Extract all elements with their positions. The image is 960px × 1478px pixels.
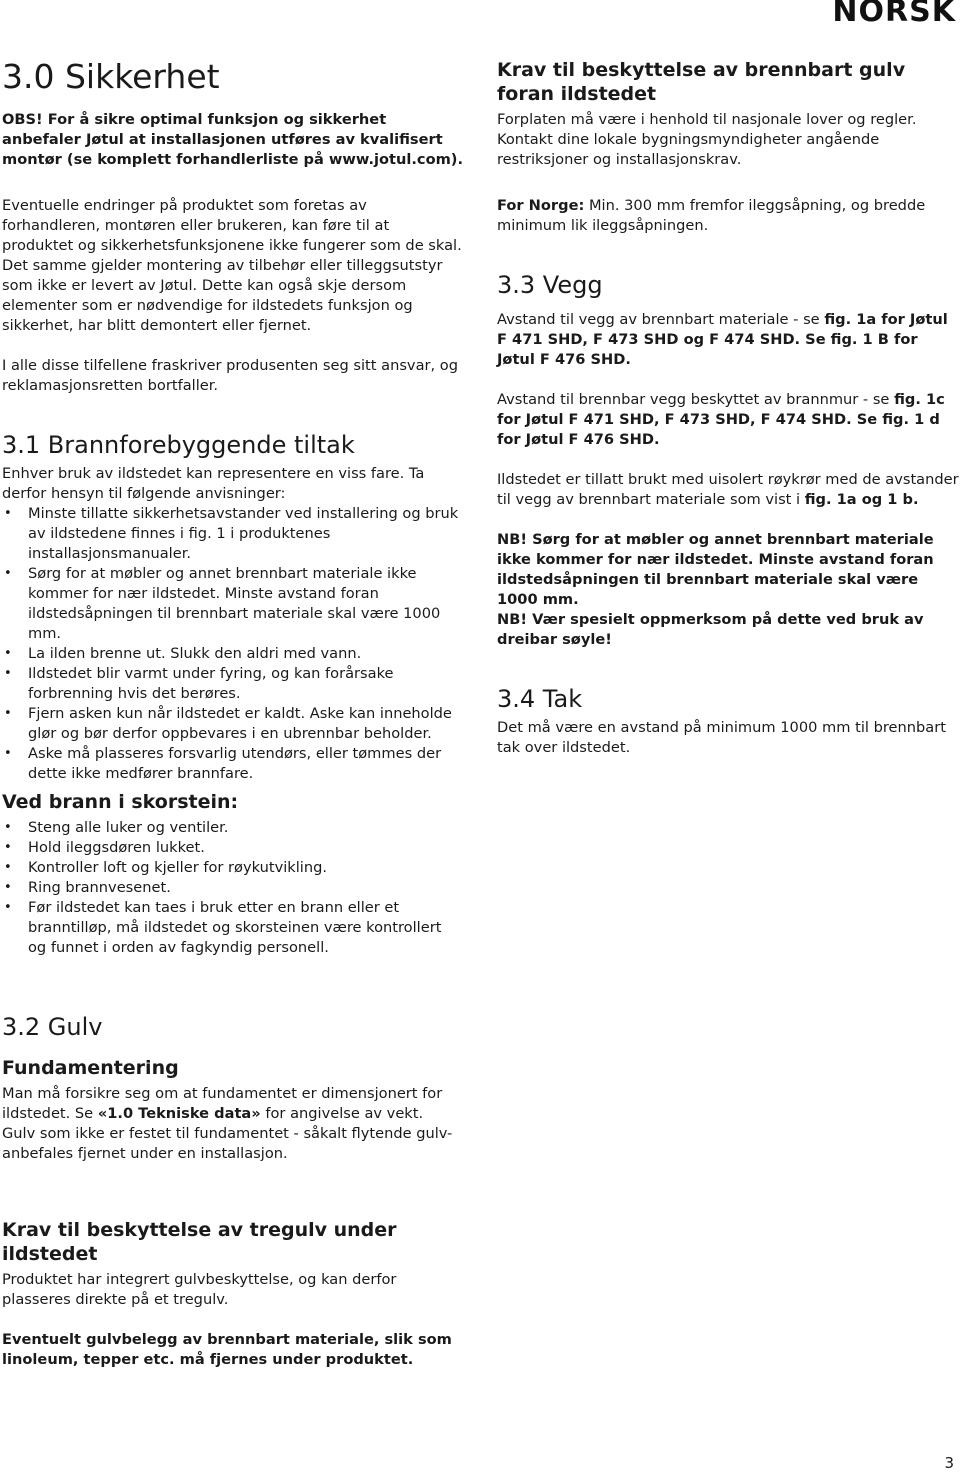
list-item: • Ring brannvesenet. bbox=[2, 878, 464, 898]
wall-distance-paragraph: Avstand til vegg av brennbart materiale - se fig. 1a for Jøtul F 471 SHD, F 473 SHD og F 474 SHD. Se fig. 1 B for Jøtul F 476 SHD. bbox=[497, 311, 948, 368]
page-number: 3 bbox=[944, 1454, 954, 1472]
front-floor-title: Krav til beskyttelse av brennbart gulv foran ildstedet bbox=[497, 59, 906, 105]
list-item: • Ildstedet blir varmt under fyring, og kan forårsake forbrenning hvis det berøres. bbox=[2, 664, 464, 704]
language-label: NORSK bbox=[832, 0, 956, 29]
section-3-0-title: 3.0 Sikkerhet bbox=[2, 57, 220, 96]
section-3-3-title: 3.3 Vegg bbox=[497, 271, 603, 299]
left-column-lower bbox=[2, 790, 464, 1370]
list-item: • Minste tillatte sikkerhetsavstander ved installering og bruk av ildstedene finnes i fig. 1 i produktenes installasjonsmanualer. bbox=[2, 504, 464, 564]
ceiling-distance-paragraph: Det må være en avstand på minimum 1000 mm til brennbart tak over ildstedet. bbox=[497, 719, 946, 756]
obs-notice: OBS! For å sikre optimal funksjon og sikkerhet anbefaler Jøtul at installasjonen utføres av kvalifisert montør (se komplett forhandlerliste på www.jotul.com). bbox=[2, 111, 464, 168]
firewall-distance-paragraph: Avstand til brennbar vegg beskyttet av brannmur - se fig. 1c for Jøtul F 471 SHD, F 473 SHD, F 474 SHD. Se fig. 1 d for Jøtul F 476 SHD. bbox=[497, 391, 945, 448]
foundation-paragraph-1: Man må forsikre seg om at fundamentet er dimensjonert for ildstedet. Se «1.0 Tekniske data» for angivelse av vekt. bbox=[2, 1085, 443, 1122]
chimney-fire-title: Ved brann i skorstein: bbox=[2, 791, 239, 813]
tech-data-reference: «1.0 Tekniske data» bbox=[97, 1105, 261, 1122]
liability-paragraph: I alle disse tilfellene fraskriver produsenten seg sitt ansvar, og reklamasjonsretten bortfaller. bbox=[2, 357, 458, 394]
right-column bbox=[497, 58, 959, 758]
section-3-1-title: 3.1 Brannforebyggende tiltak bbox=[2, 431, 355, 459]
floor-covering-notice: Eventuelt gulvbelegg av brennbart materiale, slik som linoleum, tepper etc. må fjernes under produktet. bbox=[2, 1331, 452, 1368]
wood-floor-paragraph: Produktet har integrert gulvbeskyttelse, og kan derfor plasseres direkte på et tregulv. bbox=[2, 1271, 397, 1308]
front-floor-paragraph: Forplaten må være i henhold til nasjonale lover og regler. Kontakt dine lokale bygningsmyndigheter angående restriksjoner og installasjonskrav. bbox=[497, 111, 917, 168]
flue-pipe-paragraph: Ildstedet er tillatt brukt med uisolert røykrør med de avstander til vegg av brennbart materiale som vist i fig. 1a og 1 b. bbox=[497, 471, 959, 508]
chimney-fire-list bbox=[2, 818, 464, 958]
list-item: • Aske må plasseres forsvarlig utendørs, eller tømmes der dette ikke medfører brannfare. bbox=[2, 744, 464, 784]
list-item: • Hold ileggsdøren lukket. bbox=[2, 838, 464, 858]
foundation-paragraph-2: Gulv som ikke er festet til fundamentet - såkalt flytende gulv-anbefales fjernet under en installasjon. bbox=[2, 1125, 453, 1162]
left-column bbox=[2, 58, 464, 784]
modifications-paragraph: Eventuelle endringer på produktet som foretas av forhandleren, montøren eller brukeren, kan føre til at produktet og sikkerhetsfunksjonene ikke fungerer som de skal. Det samme gjelder montering av tilbehør eller tilleggsutstyr som ikke er levert av Jøtul. Dette kan også skje dersom elementer som er nødvendige for ildstedets funksjon og sikkerhet, har blitt demontert eller fjernet. bbox=[2, 197, 462, 334]
wood-floor-title: Krav til beskyttelse av tregulv under ildstedet bbox=[2, 1219, 397, 1265]
foundation-title: Fundamentering bbox=[2, 1057, 179, 1079]
fire-prevention-intro: Enhver bruk av ildstedet kan representere en viss fare. Ta derfor hensyn til følgende anvisninger: bbox=[2, 465, 425, 502]
section-3-2-title: 3.2 Gulv bbox=[2, 1013, 103, 1041]
list-item: • Fjern asken kun når ildstedet er kaldt. Aske kan inneholde glør og bør derfor oppbevares i en ubrennbar beholder. bbox=[2, 704, 464, 744]
list-item: • Kontroller loft og kjeller for røykutvikling. bbox=[2, 858, 464, 878]
fire-prevention-list bbox=[2, 504, 464, 784]
list-item: • Steng alle luker og ventiler. bbox=[2, 818, 464, 838]
list-item: • Før ildstedet kan taes i bruk etter en brann eller et branntilløp, må ildstedet og skorsteinen være kontrollert og funnet i orden av fagkyndig personell. bbox=[2, 898, 464, 958]
nb-rotating-column-notice: NB! Vær spesielt oppmerksom på dette ved bruk av dreibar søyle! bbox=[497, 611, 924, 648]
nb-furniture-notice: NB! Sørg for at møbler og annet brennbart materiale ikke kommer for nær ildstedet. Minste avstand foran ildstedsåpningen til brennbart materiale skal være 1000 mm. bbox=[497, 531, 934, 608]
section-3-4-title: 3.4 Tak bbox=[497, 685, 583, 713]
list-item: • Sørg for at møbler og annet brennbart materiale ikke kommer for nær ildstedet. Minste avstand foran ildstedsåpningen til brennbart materiale skal være 1000 mm. bbox=[2, 564, 464, 644]
norway-requirement: For Norge: Min. 300 mm fremfor ileggsåpning, og bredde minimum lik ileggsåpningen. bbox=[497, 197, 926, 234]
list-item: • La ilden brenne ut. Slukk den aldri med vann. bbox=[2, 644, 464, 664]
